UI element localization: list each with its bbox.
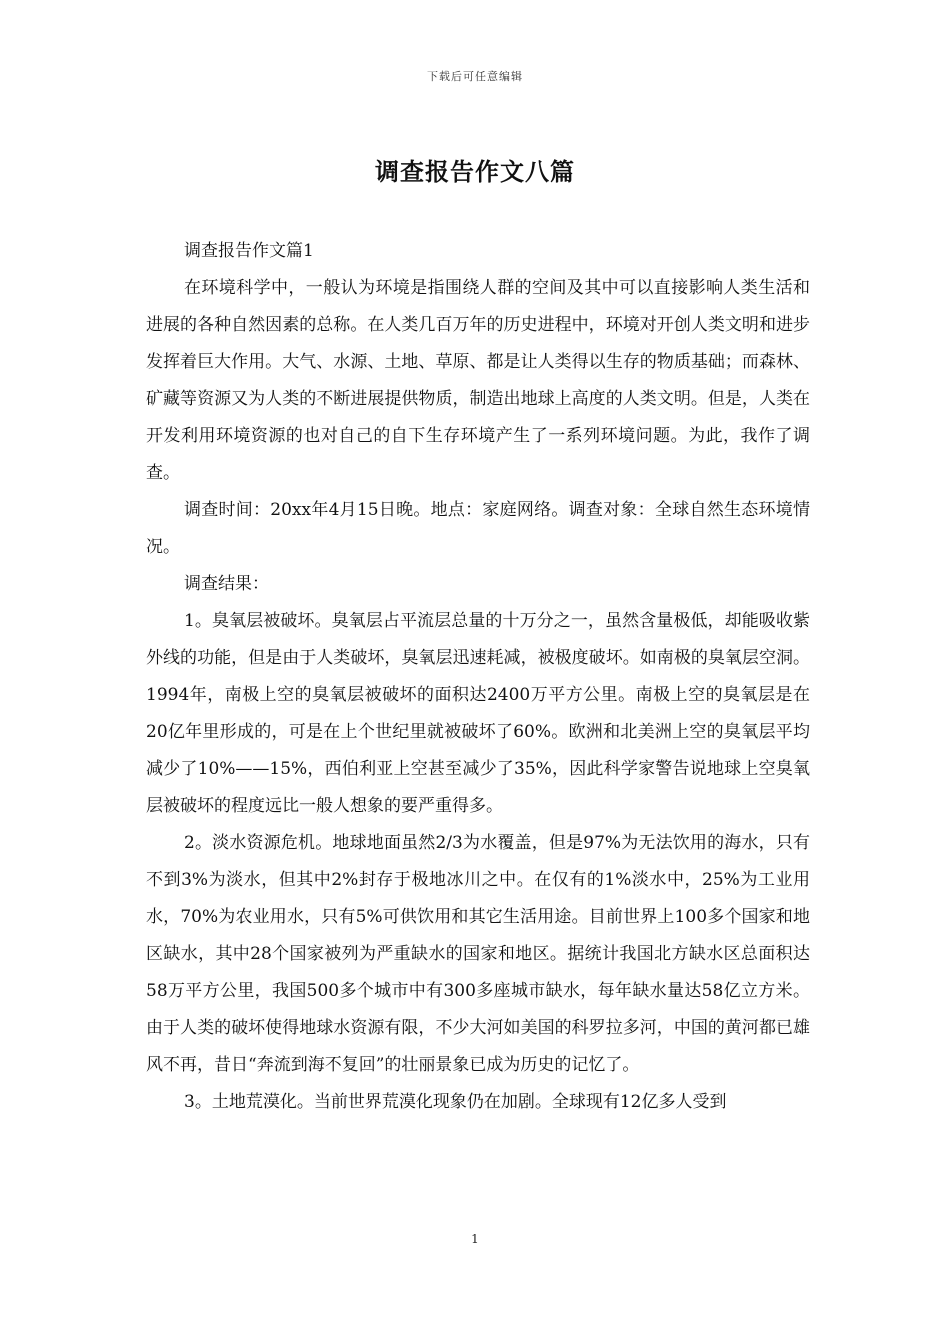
document-title: 调查报告作文八篇 (375, 157, 575, 186)
paragraph-ozone: 1。臭氧层被破坏。臭氧层占平流层总量的十万分之一，虽然含量极低，却能吸收紫外线的功能，但是由于人类破坏，臭氧层迅速耗减，被极度破坏。如南极的臭氧层空洞。1994年，南极上空的臭氧层被破坏的面积达2400万平方公里。南极上空的臭氧层是在20亿年里形成的，可是在上个世纪里就被破坏了60%。欧洲和北美洲上空的臭氧层平均减少了10%——15%，西伯利亚上空甚至减少了35%，因此科学家警告说地球上空臭氧层被破坏的程度远比一般人想象的要严重得多。 (146, 611, 810, 816)
paragraph-results-label: 调查结果： (184, 574, 269, 594)
paragraph-survey-info: 调查时间：20xx年4月15日晚。地点：家庭网络。调查对象：全球自然生态环境情况。 (146, 500, 810, 557)
paragraph-intro: 在环境科学中，一般认为环境是指围绕人群的空间及其中可以直接影响人类生活和进展的各种自然因素的总称。在人类几百万年的历史进程中，环境对开创人类文明和进步发挥着巨大作用。大气、水源、土地、草原、都是让人类得以生存的物质基础；而森林、矿藏等资源又为人类的不断进展提供物质，制造出地球上高度的人类文明。但是，人类在开发利用环境资源的也对自己的自下生存环境产生了一系列环境问题。为此，我作了调查。 (146, 278, 810, 483)
paragraph-desertification: 3。土地荒漠化。当前世界荒漠化现象仍在加剧。全球现有12亿多人受到 (184, 1092, 727, 1112)
header-note: 下载后可任意编辑 (427, 70, 523, 83)
document-body (146, 233, 810, 1121)
page-number: 1 (471, 1232, 479, 1246)
paragraph-freshwater: 2。淡水资源危机。地球地面虽然2/3为水覆盖，但是97%为无法饮用的海水，只有不到3%为淡水，但其中2%封存于极地冰川之中。在仅有的1%淡水中，25%为工业用水，70%为农业用水，只有5%可供饮用和其它生活用途。目前世界上100多个国家和地区缺水，其中28个国家被列为严重缺水的国家和地区。据统计我国北方缺水区总面积达58万平方公里，我国500多个城市中有300多座城市缺水，每年缺水量达58亿立方米。由于人类的破坏使得地球水资源有限，不少大河如美国的科罗拉多河，中国的黄河都已雄风不再，昔日“奔流到海不复回”的壮丽景象已成为历史的记忆了。 (146, 833, 810, 1075)
section-heading: 调查报告作文篇1 (184, 241, 314, 261)
